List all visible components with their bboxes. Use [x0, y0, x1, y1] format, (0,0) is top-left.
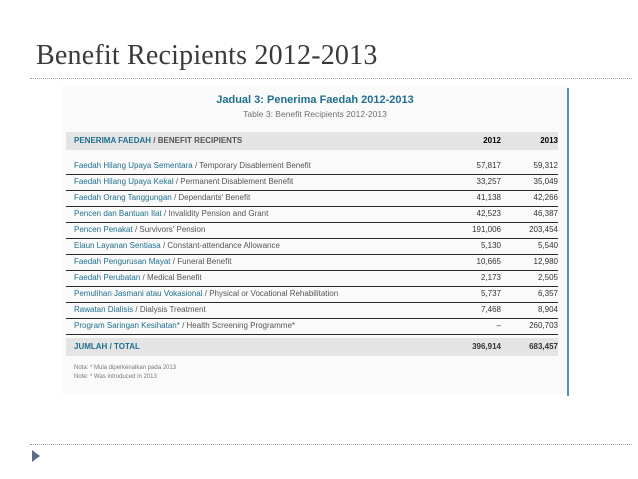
row-value-2013: 260,703	[529, 321, 558, 330]
footer-divider	[30, 444, 632, 445]
row-value-2012: 191,006	[472, 225, 501, 234]
triangle-bullet-icon	[32, 450, 40, 462]
table-notes	[74, 364, 176, 382]
panel-accent-line	[567, 88, 569, 396]
row-value-2012: 42,523	[476, 209, 501, 218]
row-label-english: Health Screening Programme*	[186, 321, 296, 330]
header-year-2012: 2012	[483, 136, 501, 145]
table-row	[66, 206, 558, 223]
table-title-english: Table 3: Benefit Recipients 2012-2013	[243, 109, 387, 119]
row-label-english: Dependants' Benefit	[178, 193, 251, 202]
table-total-row	[66, 338, 558, 356]
row-label-malay: Faedah Perubatan	[74, 273, 141, 282]
table-row	[66, 270, 558, 287]
title-divider	[30, 78, 632, 79]
header-label-malay: PENERIMA FAEDAH	[74, 136, 152, 145]
row-value-2012: 5,130	[480, 241, 501, 250]
row-label-english: Dialysis Treatment	[139, 305, 206, 314]
row-label-english: Medical Benefit	[146, 273, 202, 282]
row-label-english: Funeral Benefit	[177, 257, 232, 266]
table-title-malay: Jadual 3: Penerima Faedah 2012-2013	[216, 94, 414, 106]
row-label-malay: Faedah Hilang Upaya Sementara	[74, 161, 193, 170]
table-row	[66, 222, 558, 239]
row-label: Faedah Pengurusan Mayat / Funeral Benefit	[74, 257, 232, 266]
header-label	[74, 135, 242, 147]
row-label: Faedah Orang Tanggungan / Dependants' Benefit	[74, 193, 251, 202]
row-value-2012: 10,665	[476, 257, 501, 266]
row-value-2013: 2,505	[537, 273, 558, 282]
total-value-2013: 683,457	[529, 342, 558, 351]
row-value-2012: 7,468	[480, 305, 501, 314]
table-row	[66, 158, 558, 175]
total-label-malay: JUMLAH	[74, 342, 108, 351]
row-label: Program Saringan Kesihatan* / Health Screening Programme*	[74, 321, 296, 330]
table-panel	[62, 86, 568, 394]
row-label-malay: Faedah Orang Tanggungan	[74, 193, 172, 202]
row-label-english: Constant-attendance Allowance	[167, 241, 280, 250]
row-value-2013: 46,387	[533, 209, 558, 218]
row-value-2013: 59,312	[533, 161, 558, 170]
row-label-english: Invalidity Pension and Grant	[168, 209, 269, 218]
header-label-english: BENEFIT RECIPIENTS	[157, 136, 243, 145]
row-label: Pemulihan Jasmani atau Vokasional / Physical or Vocational Rehabilitation	[74, 289, 339, 298]
row-label: Faedah Hilang Upaya Sementara / Temporary Disablement Benefit	[74, 161, 311, 170]
row-label-malay: Elaun Layanan Sentiasa	[74, 241, 161, 250]
row-value-2012: 5,737	[480, 289, 501, 298]
row-value-2013: 42,266	[533, 193, 558, 202]
row-value-2013: 203,454	[529, 225, 558, 234]
table-row	[66, 318, 558, 335]
note-english: Note: * Was introduced in 2013	[74, 374, 157, 380]
row-label-malay: Pencen dan Bantuan Ilat	[74, 209, 162, 218]
row-value-2013: 8,904	[537, 305, 558, 314]
row-label-english: Survivors' Pension	[139, 225, 206, 234]
row-label-english: Temporary Disablement Benefit	[199, 161, 311, 170]
slide-title: Benefit Recipients 2012-2013	[36, 40, 378, 71]
row-label-malay: Pemulihan Jasmani atau Vokasional	[74, 289, 203, 298]
row-label: Elaun Layanan Sentiasa / Constant-attendance Allowance	[74, 241, 280, 250]
row-value-2012: 57,817	[476, 161, 501, 170]
row-label: Faedah Hilang Upaya Kekal / Permanent Disablement Benefit	[74, 177, 294, 186]
note-malay: Nota: * Mula diperkenalkan pada 2013	[74, 365, 177, 371]
total-label-english: TOTAL	[114, 342, 140, 351]
row-label: Pencen dan Bantuan Ilat / Invalidity Pension and Grant	[74, 209, 269, 218]
total-label	[74, 341, 140, 353]
header-label-separator: /	[151, 136, 158, 145]
row-value-2013: 12,980	[533, 257, 558, 266]
row-label-english: Physical or Vocational Rehabilitation	[209, 289, 339, 298]
row-label-malay: Program Saringan Kesihatan*	[74, 321, 180, 330]
table-header	[66, 132, 558, 150]
table-row	[66, 286, 558, 303]
row-label: Faedah Perubatan / Medical Benefit	[74, 273, 202, 282]
total-value-2012: 396,914	[472, 342, 501, 351]
row-value-2012: 41,138	[476, 193, 501, 202]
row-value-2012: 2,173	[480, 273, 501, 282]
row-value-2012: 33,257	[476, 177, 501, 186]
table-row	[66, 174, 558, 191]
row-value-2013: 35,049	[533, 177, 558, 186]
row-label: Pencen Penakat / Survivors' Pension	[74, 225, 206, 234]
row-label-malay: Faedah Pengurusan Mayat	[74, 257, 171, 266]
row-value-2012: –	[496, 321, 501, 330]
header-year-2013: 2013	[540, 136, 558, 145]
row-label-malay: Faedah Hilang Upaya Kekal	[74, 177, 174, 186]
table-row	[66, 190, 558, 207]
row-value-2013: 6,357	[537, 289, 558, 298]
row-label-english: Permanent Disablement Benefit	[180, 177, 294, 186]
total-label-separator: /	[107, 342, 115, 351]
row-value-2013: 5,540	[537, 241, 558, 250]
table-row	[66, 254, 558, 271]
table-row	[66, 238, 558, 255]
row-label-malay: Rawatan Dialisis	[74, 305, 134, 314]
row-label: Rawatan Dialisis / Dialysis Treatment	[74, 305, 206, 314]
row-label-malay: Pencen Penakat	[74, 225, 133, 234]
table-row	[66, 302, 558, 319]
